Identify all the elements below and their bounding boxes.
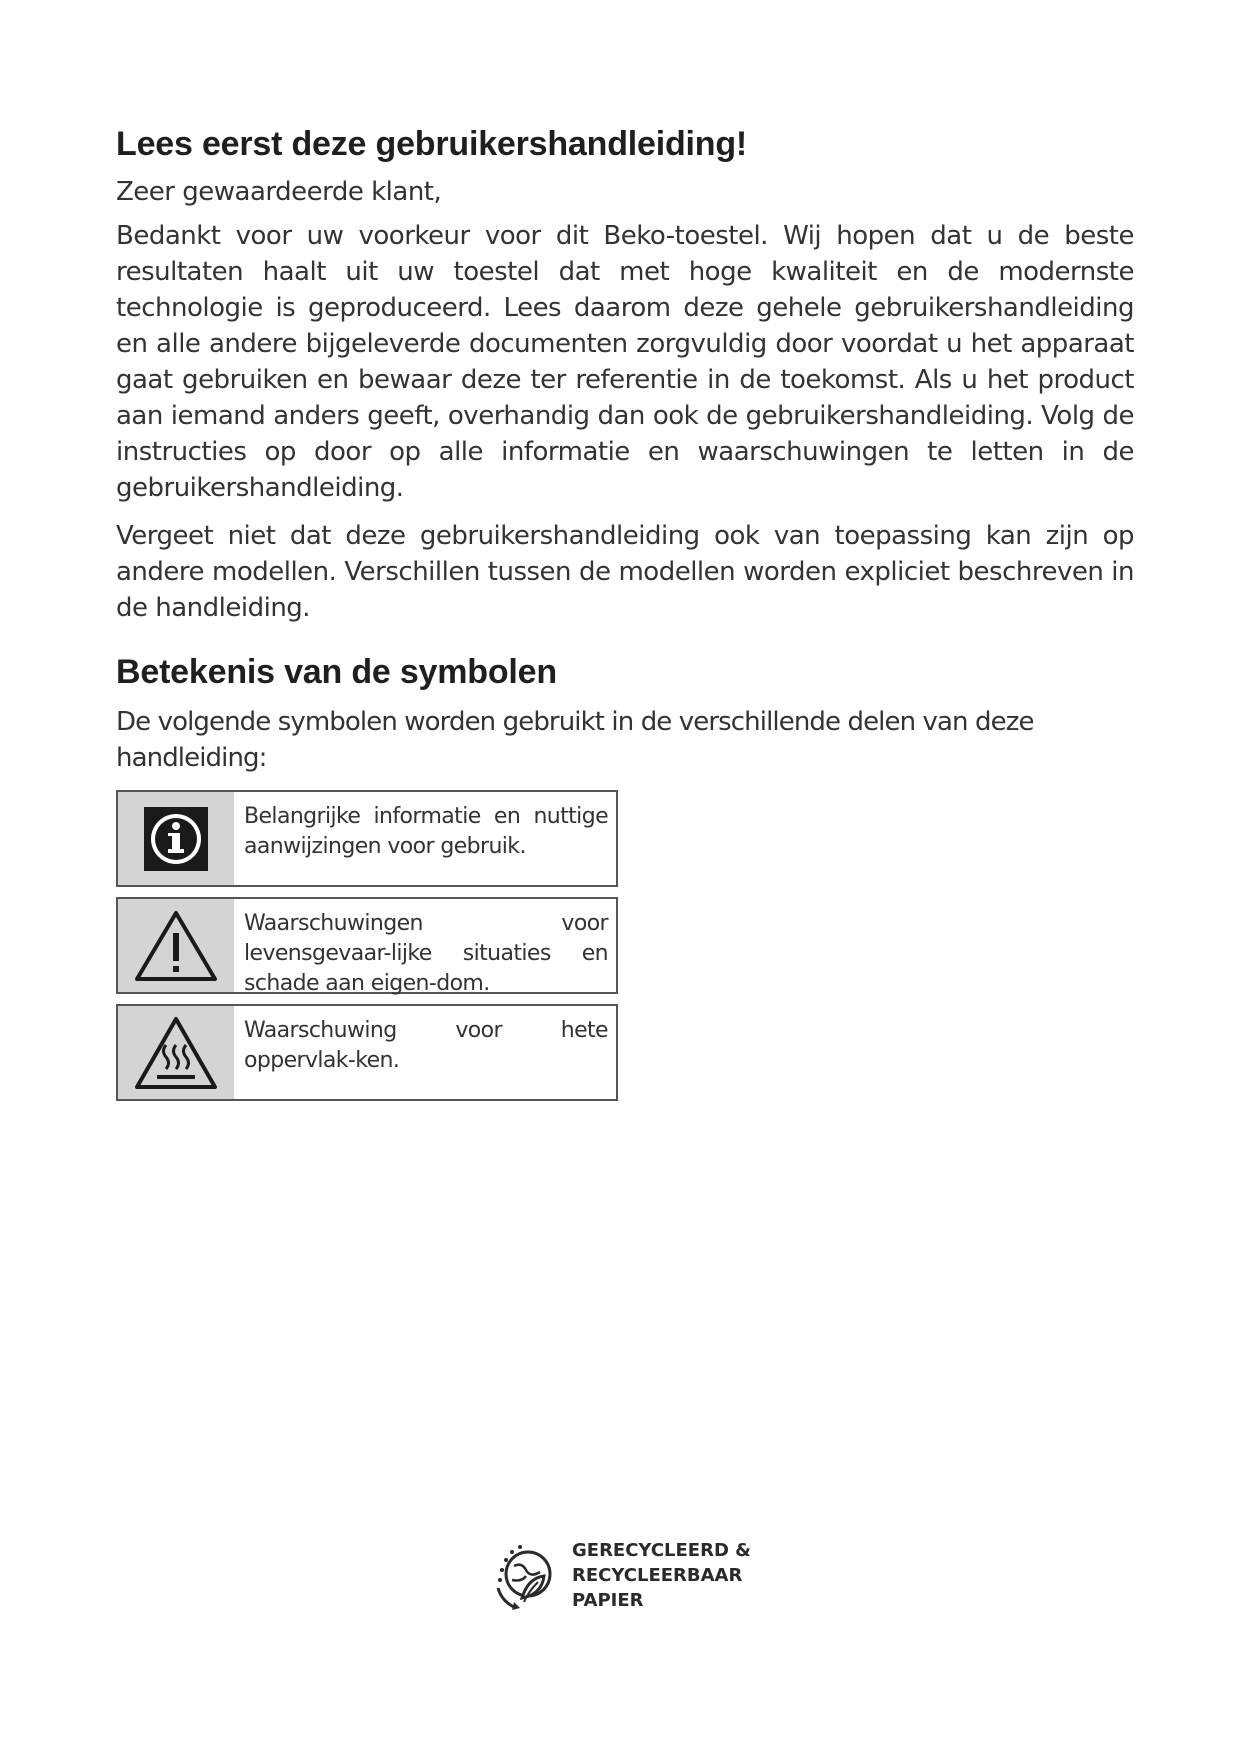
footer-line-3: PAPIER [572, 1590, 644, 1611]
symbol-row-warning [116, 897, 618, 994]
info-icon [142, 805, 210, 873]
symbol-description: Waarschuwing voor hete oppervlak-ken. [244, 1018, 608, 1073]
symbol-row-info [116, 790, 618, 887]
models-paragraph: Vergeet niet dat deze gebruikershandleiding ook van toepassing kan zijn op andere modellen. Verschillen tussen de modellen worden expliciet beschreven in de handleiding. [116, 521, 1134, 623]
symbol-cell [118, 792, 234, 885]
hot-surface-icon [133, 1015, 219, 1091]
intro-paragraph: Bedankt voor uw voorkeur voor dit Beko-toestel. Wij hopen dat u de beste resultaten haalt uit uw toestel dat met hoge kwaliteit en de modernste technologie is geproduceerd. Lees daarom deze gehele gebruikershandleiding en alle andere bijgeleverde documenten zorgvuldig door voordat u het apparaat gaat gebruiken en bewaar deze ter referentie in de toekomst. Als u het product aan iemand anders geeft, overhandig dan ook de gebruikershandleiding. Volg de instructies op door op alle informatie en waarschuwingen te letten in de gebruikershandleiding. [116, 221, 1134, 503]
section-symbols [116, 650, 1134, 1111]
section-read-manual [116, 122, 1134, 638]
greeting: Zeer gewaardeerde klant, [116, 177, 442, 207]
symbol-row-hot-surface [116, 1004, 618, 1101]
symbols-intro: De volgende symbolen worden gebruikt in de verschillende delen van deze handleiding: [116, 707, 1034, 773]
section-title: Betekenis van de symbolen [116, 653, 557, 691]
footer-line-1: GERECYCLEERD & [572, 1540, 751, 1561]
recycled-paper-icon [492, 1540, 562, 1612]
symbol-description: Waarschuwingen voor levensgevaar-lijke situaties en schade aan eigen-dom. [244, 911, 608, 996]
symbol-cell [118, 1006, 234, 1099]
symbol-cell [118, 899, 234, 992]
symbols-table [116, 790, 618, 1101]
recycled-paper-badge [492, 1538, 751, 1613]
footer-line-2: RECYCLEERBAAR [572, 1565, 743, 1586]
recycled-paper-label [572, 1538, 751, 1613]
page-title: Lees eerst deze gebruikershandleiding! [116, 125, 748, 163]
warning-icon [133, 909, 219, 983]
symbol-description: Belangrijke informatie en nuttige aanwijzingen voor gebruik. [244, 804, 608, 859]
